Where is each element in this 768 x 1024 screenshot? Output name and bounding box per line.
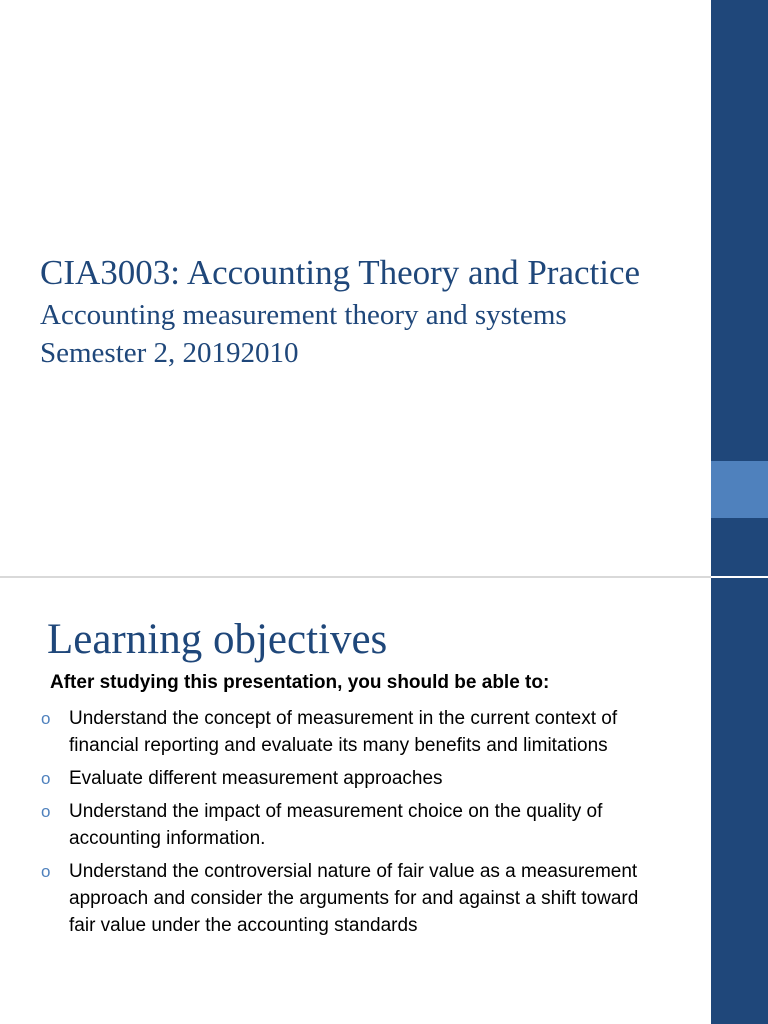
list-item xyxy=(38,705,728,759)
list-item-text: financial reporting and evaluate its many benefits and limitations xyxy=(69,735,608,756)
circle-bullet-icon: o xyxy=(41,769,51,788)
course-title: CIA3003: Accounting Theory and Practice xyxy=(40,253,641,292)
objectives-slide xyxy=(0,578,768,1024)
circle-bullet-icon: o xyxy=(41,802,51,821)
circle-bullet-icon: o xyxy=(41,862,51,881)
lecture-subtitle: Accounting measurement theory and systems xyxy=(40,299,567,331)
list-item-text: accounting information. xyxy=(69,828,266,849)
list-item-text: Understand the concept of measurement in the current context of xyxy=(69,708,618,729)
intro-text: After studying this presentation, you should be able to: xyxy=(50,672,550,693)
semester-label: Semester 2, 20192010 xyxy=(40,337,299,369)
list-item-text: Understand the controversial nature of fair value as a measurement xyxy=(69,861,638,882)
list-item-text: fair value under the accounting standards xyxy=(69,915,418,936)
list-item xyxy=(38,858,728,939)
list-item xyxy=(38,765,728,792)
list-item-text: Understand the impact of measurement choice on the quality of xyxy=(69,801,603,822)
list-item-text: approach and consider the arguments for and against a shift toward xyxy=(69,888,639,909)
side-bar-accent xyxy=(711,461,768,518)
slide-heading: Learning objectives xyxy=(47,616,388,663)
title-block xyxy=(40,250,700,372)
list-item xyxy=(38,798,728,852)
list-item-text: Evaluate different measurement approaches xyxy=(69,768,443,789)
circle-bullet-icon: o xyxy=(41,709,51,728)
objectives-list xyxy=(38,705,728,945)
